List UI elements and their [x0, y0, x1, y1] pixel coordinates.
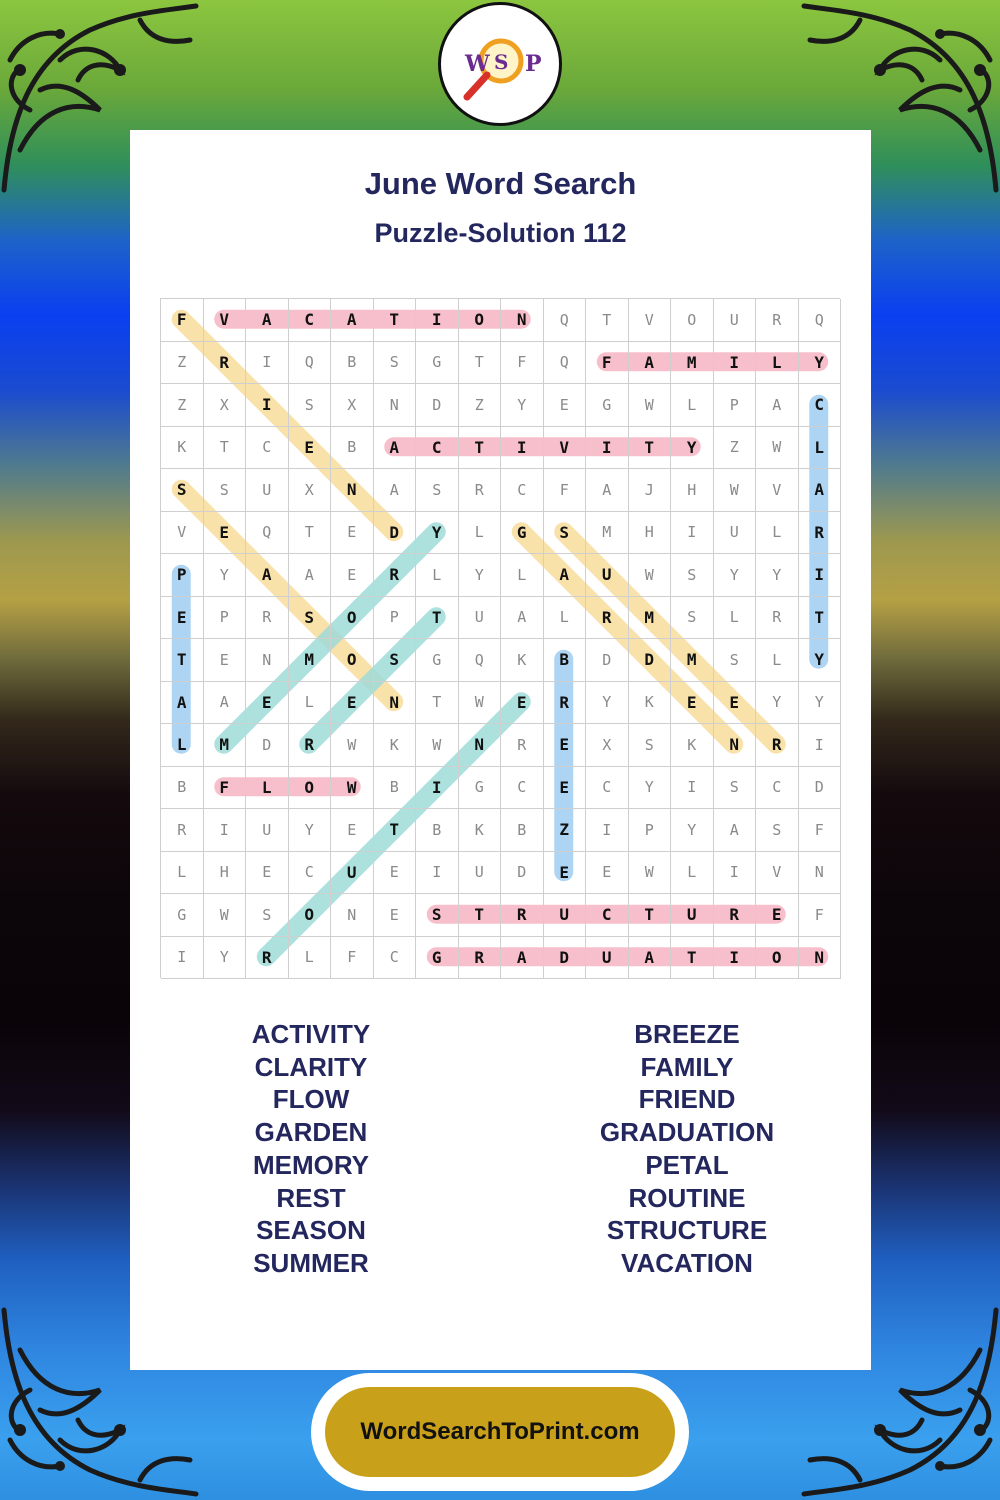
grid-cell[interactable]: O [331, 597, 374, 640]
grid-cell[interactable]: A [714, 809, 757, 852]
grid-cell[interactable]: V [204, 299, 247, 342]
grid-cell[interactable]: A [374, 469, 417, 512]
grid-cell[interactable]: U [246, 469, 289, 512]
word-list-item: ROUTINE [628, 1182, 746, 1213]
grid-cell[interactable]: Y [799, 682, 842, 725]
grid-cell[interactable]: G [501, 512, 544, 555]
word-list-item: BREEZE [634, 1019, 740, 1049]
word-list-item: SEASON [256, 1215, 366, 1246]
grid-cell[interactable]: W [629, 384, 672, 427]
grid-cell[interactable]: C [374, 937, 417, 980]
grid-cell[interactable]: R [756, 597, 799, 640]
grid-cell[interactable]: B [374, 767, 417, 810]
grid-cell[interactable]: I [714, 937, 757, 980]
grid-cell[interactable]: N [501, 299, 544, 342]
word-list-item: MEMORY [252, 1149, 370, 1180]
grid-cell[interactable]: E [374, 852, 417, 895]
grid-cell[interactable]: I [416, 852, 459, 895]
grid-cell[interactable]: H [629, 512, 672, 555]
grid-cell[interactable]: Y [756, 554, 799, 597]
grid-cell[interactable]: I [714, 852, 757, 895]
grid-cell[interactable]: T [586, 299, 629, 342]
grid-cell[interactable]: U [544, 894, 587, 937]
grid-cell[interactable]: S [289, 384, 332, 427]
grid-cell[interactable]: T [799, 597, 842, 640]
grid-cell[interactable]: L [501, 554, 544, 597]
grid-cell[interactable]: S [671, 597, 714, 640]
grid-cell[interactable]: B [161, 767, 204, 810]
grid-cell[interactable]: V [756, 852, 799, 895]
grid-cell[interactable]: V [544, 427, 587, 470]
grid-cell[interactable]: F [799, 809, 842, 852]
puzzle-card [130, 130, 871, 1370]
grid-cell[interactable]: N [246, 639, 289, 682]
grid-cell[interactable]: L [671, 384, 714, 427]
word-list-item: GARDEN [254, 1117, 368, 1148]
grid-cell[interactable]: I [501, 427, 544, 470]
grid-cell[interactable]: Q [459, 639, 502, 682]
grid-cell[interactable]: N [459, 724, 502, 767]
word-list-item: REST [276, 1182, 346, 1213]
grid-cell[interactable]: U [459, 597, 502, 640]
grid-cell[interactable]: R [714, 894, 757, 937]
grid-cell[interactable]: U [586, 554, 629, 597]
grid-cell[interactable]: W [629, 852, 672, 895]
grid-cell[interactable]: F [586, 342, 629, 385]
grid-cell[interactable]: E [331, 554, 374, 597]
grid-cell[interactable]: O [289, 894, 332, 937]
grid-cell[interactable]: Z [544, 809, 587, 852]
grid-cell[interactable]: C [756, 767, 799, 810]
grid-cell[interactable]: N [331, 469, 374, 512]
grid-cell[interactable]: Q [246, 512, 289, 555]
grid-cell[interactable]: P [204, 597, 247, 640]
logo-letter-s: S [494, 50, 509, 74]
grid-cell[interactable]: E [544, 852, 587, 895]
grid-cell[interactable]: L [756, 342, 799, 385]
grid-cell[interactable]: W [416, 724, 459, 767]
grid-cell[interactable]: R [544, 682, 587, 725]
grid-cell[interactable]: E [671, 682, 714, 725]
grid-cell[interactable]: B [501, 809, 544, 852]
word-list-left [126, 1018, 496, 1280]
logo-letter-p: P [525, 51, 542, 77]
word-list-item: VACATION [621, 1247, 753, 1278]
grid-cell[interactable]: O [331, 639, 374, 682]
grid-cell[interactable]: S [714, 767, 757, 810]
grid-cell[interactable]: R [246, 937, 289, 980]
grid-cell[interactable]: S [416, 469, 459, 512]
grid-cell[interactable]: E [204, 639, 247, 682]
grid-cell[interactable]: F [331, 937, 374, 980]
letter-grid [160, 298, 840, 978]
grid-cell[interactable]: S [246, 894, 289, 937]
grid-cell[interactable]: C [289, 852, 332, 895]
word-list-right [502, 1018, 872, 1280]
grid-cell[interactable]: E [544, 767, 587, 810]
grid-cell[interactable]: W [629, 554, 672, 597]
grid-cell[interactable]: K [501, 639, 544, 682]
grid-cell[interactable]: Y [204, 937, 247, 980]
grid-cell[interactable]: R [756, 299, 799, 342]
grid-cell[interactable]: H [204, 852, 247, 895]
word-list-item: GRADUATION [599, 1117, 775, 1148]
grid-cell[interactable]: I [416, 299, 459, 342]
grid-cell[interactable]: A [501, 937, 544, 980]
grid-cell[interactable]: A [289, 554, 332, 597]
grid-cell[interactable]: W [331, 724, 374, 767]
grid-cell[interactable]: U [714, 512, 757, 555]
grid-cell[interactable]: E [246, 852, 289, 895]
grid-cell[interactable]: E [204, 512, 247, 555]
grid-cell[interactable]: Y [501, 384, 544, 427]
grid-cell[interactable]: Z [459, 384, 502, 427]
word-list-item: ACTIVITY [251, 1019, 371, 1049]
grid-cell[interactable]: Y [756, 682, 799, 725]
grid-cell[interactable]: W [714, 469, 757, 512]
grid-cell[interactable]: F [501, 342, 544, 385]
grid-cell[interactable]: H [671, 469, 714, 512]
grid-cell[interactable]: D [501, 852, 544, 895]
site-logo[interactable] [438, 2, 562, 126]
grid-cell[interactable]: I [671, 512, 714, 555]
grid-cell[interactable]: C [586, 767, 629, 810]
grid-cell[interactable]: W [756, 427, 799, 470]
grid-cell[interactable]: K [671, 724, 714, 767]
grid-cell[interactable]: U [671, 894, 714, 937]
grid-cell[interactable]: C [799, 384, 842, 427]
word-list-item: FAMILY [640, 1051, 734, 1082]
grid-cell[interactable]: E [544, 384, 587, 427]
grid-cell[interactable]: S [416, 894, 459, 937]
grid-cell[interactable]: D [799, 767, 842, 810]
grid-cell[interactable]: V [161, 512, 204, 555]
grid-cell[interactable]: M [671, 639, 714, 682]
grid-cell[interactable]: R [799, 512, 842, 555]
grid-cell[interactable]: A [246, 299, 289, 342]
grid-cell[interactable]: L [756, 512, 799, 555]
grid-cell[interactable]: S [289, 597, 332, 640]
grid-cell[interactable]: Q [544, 342, 587, 385]
grid-cell[interactable]: D [586, 639, 629, 682]
grid-cell[interactable]: Y [204, 554, 247, 597]
grid-cell[interactable]: L [289, 937, 332, 980]
grid-cell[interactable]: S [204, 469, 247, 512]
grid-cell[interactable]: M [629, 597, 672, 640]
grid-cell[interactable]: A [799, 469, 842, 512]
grid-cell[interactable]: D [374, 512, 417, 555]
grid-cell[interactable]: P [374, 597, 417, 640]
grid-cell[interactable]: I [714, 342, 757, 385]
grid-cell[interactable]: E [544, 724, 587, 767]
grid-cell[interactable]: Y [799, 639, 842, 682]
page-title: June Word Search [364, 166, 637, 201]
grid-cell[interactable]: M [204, 724, 247, 767]
grid-cell[interactable]: T [671, 937, 714, 980]
grid-cell[interactable]: A [586, 469, 629, 512]
grid-cell[interactable]: C [586, 894, 629, 937]
grid-cell[interactable]: W [331, 767, 374, 810]
grid-cell[interactable]: G [416, 342, 459, 385]
grid-cell[interactable]: Y [671, 809, 714, 852]
grid-cell[interactable]: I [204, 809, 247, 852]
grid-cell[interactable]: I [246, 384, 289, 427]
grid-cell[interactable]: R [586, 597, 629, 640]
grid-cell[interactable]: Y [459, 554, 502, 597]
grid-cell[interactable]: S [374, 639, 417, 682]
grid-cell[interactable]: J [629, 469, 672, 512]
grid-cell[interactable]: B [416, 809, 459, 852]
grid-cell[interactable]: R [459, 937, 502, 980]
grid-cell[interactable]: T [204, 427, 247, 470]
grid-cell[interactable]: L [416, 554, 459, 597]
grid-cell[interactable]: C [501, 469, 544, 512]
grid-cell[interactable]: M [289, 639, 332, 682]
grid-cell[interactable]: E [331, 512, 374, 555]
grid-cell[interactable]: T [161, 639, 204, 682]
grid-cell[interactable]: I [586, 809, 629, 852]
word-list-item: CLARITY [254, 1051, 368, 1082]
grid-cell[interactable]: A [161, 682, 204, 725]
grid-cell[interactable]: L [289, 682, 332, 725]
grid-cell[interactable]: Y [289, 809, 332, 852]
grid-cell[interactable]: B [331, 342, 374, 385]
grid-cell[interactable]: C [289, 299, 332, 342]
grid-cell[interactable]: M [586, 512, 629, 555]
grid-cell[interactable]: I [799, 554, 842, 597]
grid-cell[interactable]: O [459, 299, 502, 342]
word-list-item: STRUCTURE [606, 1215, 768, 1246]
grid-cell[interactable]: D [416, 384, 459, 427]
grid-cell[interactable]: O [756, 937, 799, 980]
word-list-item: FRIEND [638, 1084, 736, 1115]
grid-cell[interactable]: E [161, 597, 204, 640]
word-search-grid [160, 298, 840, 978]
grid-cell[interactable]: U [331, 852, 374, 895]
grid-cell[interactable]: Y [629, 767, 672, 810]
grid-cell[interactable]: A [246, 554, 289, 597]
grid-cell[interactable]: A [756, 384, 799, 427]
grid-cell[interactable]: Q [544, 299, 587, 342]
grid-cell[interactable]: Q [799, 299, 842, 342]
website-link-button[interactable] [325, 1387, 675, 1477]
grid-cell[interactable]: E [756, 894, 799, 937]
grid-cell[interactable]: G [161, 894, 204, 937]
grid-cell[interactable]: E [501, 682, 544, 725]
grid-cell[interactable]: T [459, 427, 502, 470]
grid-cell[interactable]: T [629, 894, 672, 937]
grid-cell[interactable]: L [459, 512, 502, 555]
grid-cell[interactable]: T [416, 597, 459, 640]
grid-cell[interactable]: C [501, 767, 544, 810]
grid-cell[interactable]: E [331, 809, 374, 852]
grid-cell[interactable]: T [416, 682, 459, 725]
grid-cell[interactable]: T [374, 809, 417, 852]
grid-cell[interactable]: N [374, 682, 417, 725]
grid-cell[interactable]: T [289, 512, 332, 555]
grid-cell[interactable]: E [714, 682, 757, 725]
word-list-item: SUMMER [253, 1247, 369, 1278]
grid-cell[interactable]: L [756, 639, 799, 682]
grid-cell[interactable]: I [416, 767, 459, 810]
grid-cell[interactable]: R [374, 554, 417, 597]
grid-cell[interactable]: G [416, 937, 459, 980]
grid-cell[interactable]: A [501, 597, 544, 640]
grid-cell[interactable]: A [204, 682, 247, 725]
grid-cell[interactable]: R [246, 597, 289, 640]
grid-cell[interactable]: A [544, 554, 587, 597]
grid-cell[interactable]: M [671, 342, 714, 385]
grid-cell[interactable]: K [629, 682, 672, 725]
grid-cell[interactable]: Z [161, 342, 204, 385]
grid-cell[interactable]: Y [586, 682, 629, 725]
grid-cell[interactable]: D [544, 937, 587, 980]
grid-cell[interactable]: R [501, 894, 544, 937]
grid-cell[interactable]: L [161, 852, 204, 895]
grid-cell[interactable]: Y [416, 512, 459, 555]
grid-cell[interactable]: N [714, 724, 757, 767]
grid-cell[interactable]: O [671, 299, 714, 342]
grid-cell[interactable]: G [586, 384, 629, 427]
grid-cell[interactable]: F [544, 469, 587, 512]
grid-cell[interactable]: R [289, 724, 332, 767]
grid-cell[interactable]: P [629, 809, 672, 852]
grid-cell[interactable]: R [204, 342, 247, 385]
grid-cell[interactable]: Y [714, 554, 757, 597]
grid-cell[interactable]: E [374, 894, 417, 937]
page-subtitle: Puzzle-Solution 112 [374, 218, 627, 248]
grid-cell[interactable]: L [544, 597, 587, 640]
grid-cell[interactable]: X [204, 384, 247, 427]
grid-cell[interactable]: T [374, 299, 417, 342]
grid-cell[interactable]: T [459, 342, 502, 385]
grid-cell[interactable]: I [671, 767, 714, 810]
grid-cell[interactable]: L [671, 852, 714, 895]
word-list-item: FLOW [272, 1084, 350, 1115]
grid-cell[interactable]: B [331, 427, 374, 470]
grid-cell[interactable]: D [246, 724, 289, 767]
grid-cell[interactable]: G [459, 767, 502, 810]
grid-cell[interactable]: R [161, 809, 204, 852]
grid-cell[interactable]: E [246, 682, 289, 725]
grid-cell[interactable]: K [161, 427, 204, 470]
grid-cell[interactable]: I [799, 724, 842, 767]
grid-cell[interactable]: E [586, 852, 629, 895]
grid-cell[interactable]: B [544, 639, 587, 682]
grid-cell[interactable]: P [714, 384, 757, 427]
grid-cell[interactable]: C [416, 427, 459, 470]
grid-cell[interactable]: I [246, 342, 289, 385]
grid-cell[interactable]: L [246, 767, 289, 810]
grid-cell[interactable]: L [799, 427, 842, 470]
grid-cell[interactable]: K [374, 724, 417, 767]
grid-cell[interactable]: E [331, 682, 374, 725]
grid-cell[interactable]: Q [289, 342, 332, 385]
grid-cell[interactable]: L [161, 724, 204, 767]
grid-cell[interactable]: S [374, 342, 417, 385]
grid-cell[interactable]: X [289, 469, 332, 512]
grid-cell[interactable]: N [799, 937, 842, 980]
grid-cell[interactable]: A [331, 299, 374, 342]
grid-cell[interactable]: P [161, 554, 204, 597]
grid-cell[interactable]: D [629, 639, 672, 682]
grid-cell[interactable]: R [501, 724, 544, 767]
grid-cell[interactable]: F [161, 299, 204, 342]
grid-cell[interactable]: X [331, 384, 374, 427]
grid-cell[interactable]: E [289, 427, 332, 470]
grid-cell[interactable]: W [459, 682, 502, 725]
grid-cell[interactable]: Z [161, 384, 204, 427]
grid-cell[interactable]: S [161, 469, 204, 512]
grid-cell[interactable]: Y [799, 342, 842, 385]
grid-cell[interactable]: K [459, 809, 502, 852]
grid-cell[interactable]: S [756, 809, 799, 852]
grid-cell[interactable]: F [799, 894, 842, 937]
grid-cell[interactable]: V [756, 469, 799, 512]
grid-cell[interactable]: T [459, 894, 502, 937]
word-list-item: PETAL [645, 1149, 729, 1180]
grid-cell[interactable]: U [714, 299, 757, 342]
grid-cell[interactable]: A [629, 342, 672, 385]
website-link-label: WordSearchToPrint.com [360, 1418, 640, 1445]
grid-cell[interactable]: C [246, 427, 289, 470]
grid-cell[interactable]: U [586, 937, 629, 980]
grid-cell[interactable]: A [374, 427, 417, 470]
grid-cell[interactable]: F [204, 767, 247, 810]
grid-cell[interactable]: T [629, 427, 672, 470]
grid-cell[interactable]: N [331, 894, 374, 937]
grid-cell[interactable]: S [629, 724, 672, 767]
magnifier-icon [441, 5, 559, 123]
grid-cell[interactable]: V [629, 299, 672, 342]
logo-letter-w: W [465, 51, 490, 77]
grid-cell[interactable]: X [586, 724, 629, 767]
grid-cell[interactable]: R [756, 724, 799, 767]
grid-cell[interactable]: R [459, 469, 502, 512]
grid-cell[interactable]: Z [714, 427, 757, 470]
grid-cell[interactable]: U [246, 809, 289, 852]
grid-cell[interactable]: W [204, 894, 247, 937]
grid-cell[interactable]: A [629, 937, 672, 980]
grid-cell[interactable]: I [586, 427, 629, 470]
grid-cell[interactable]: S [714, 639, 757, 682]
grid-cell[interactable]: Y [671, 427, 714, 470]
grid-cell[interactable]: N [374, 384, 417, 427]
grid-cell[interactable]: I [161, 937, 204, 980]
grid-cell[interactable]: S [671, 554, 714, 597]
grid-cell[interactable]: L [714, 597, 757, 640]
grid-cell[interactable]: G [416, 639, 459, 682]
grid-cell[interactable]: S [544, 512, 587, 555]
grid-cell[interactable]: O [289, 767, 332, 810]
grid-cell[interactable]: U [459, 852, 502, 895]
grid-cell[interactable]: N [799, 852, 842, 895]
